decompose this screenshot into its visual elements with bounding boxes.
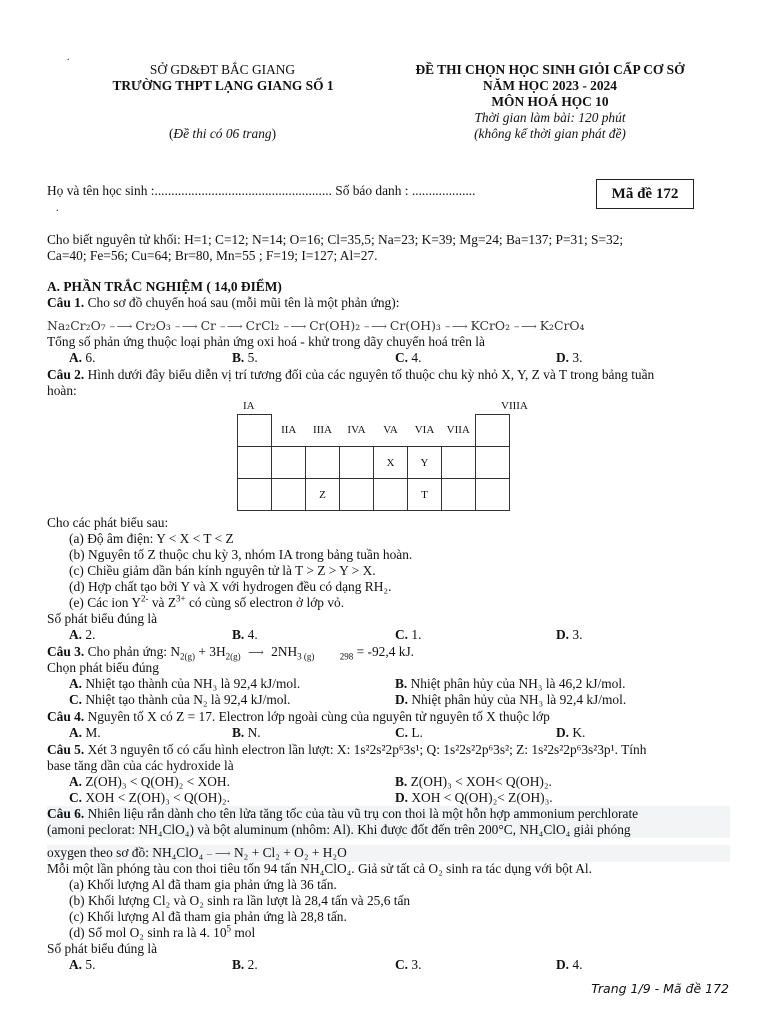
q6-option-a: A. 5.: [69, 957, 96, 972]
table-row: [238, 479, 510, 511]
table-cell: [306, 447, 340, 479]
chain-step: Cr₂O₃: [135, 318, 171, 333]
q2-option-d: D. 3.: [556, 627, 583, 642]
q3-option-a: A. Nhiệt tạo thành của NH₃ là 92,4 kJ/mol.: [69, 676, 301, 691]
arrow-icon: – ⟶: [283, 320, 306, 333]
group-label: VA: [374, 415, 408, 447]
school-name: TRƯỜNG THPT LẠNG GIANG SỐ 1: [112, 78, 334, 93]
table-cell: [442, 447, 476, 479]
table-cell: [340, 447, 374, 479]
q6-statement-c: (c) Khối lượng Al đã tham gia phản ứng là 28,8 tấn.: [69, 909, 347, 924]
chain-step: Cr(OH)₂: [309, 318, 361, 333]
table-cell: [272, 447, 306, 479]
atomic-masses-line-2: Ca=40; Fe=56; Cu=64; Br=80, Mn=55 ; F=19; I=127; Al=27.: [47, 248, 378, 263]
q3-question: Chọn phát biểu đúng: [47, 660, 159, 675]
q2-statement-c: (c) Chiều giảm dần bán kính nguyên tử là T > Z > Y > X.: [69, 563, 376, 578]
page-footer: Trang 1/9 - Mã đề 172: [591, 981, 729, 996]
q2-statement-a: (a) Độ âm điện: Y < X < T < Z: [69, 531, 234, 546]
chain-step: CrCl₂: [245, 318, 280, 333]
chain-step: Na₂Cr₂O₇: [47, 318, 106, 333]
q5-option-b: B. Z(OH)₃ < XOH< Q(OH)₂.: [395, 774, 552, 789]
chain-step: KCrO₂: [470, 318, 511, 333]
group-label: VIIA: [442, 415, 476, 447]
arrow-icon: – ⟶: [219, 320, 242, 333]
table-cell: T: [408, 479, 442, 511]
q6-stem-line-2: (amoni peclorat: NH₄ClO₄) và bột aluminum (nhôm: Al). Khi được đốt đến trên 200°C, NH₄ClO₄ giải phóng: [47, 822, 730, 838]
q4-option-b: B. N.: [232, 725, 261, 740]
q3-option-d: D. Nhiệt phân hủy của NH₃ là 92,4 kJ/mol.: [395, 692, 627, 707]
q2-intro: Cho các phát biểu sau:: [47, 515, 169, 530]
table-cell: [340, 479, 374, 511]
q1-chain: [47, 318, 585, 333]
q6-statement-b: (b) Khối lượng Cl₂ và O₂ sinh ra lần lượt là 28,4 tấn và 25,6 tấn: [69, 893, 411, 908]
department-name: SỞ GD&ĐT BẮC GIANG: [149, 62, 296, 77]
q2-option-c: C. 1.: [395, 627, 422, 642]
q6-option-b: B. 2.: [232, 957, 258, 972]
q2-stem-line-2: hoàn:: [47, 383, 77, 398]
group-label: IIIA: [306, 415, 340, 447]
q2-statement-b: (b) Nguyên tố Z thuộc chu kỳ 3, nhóm IA trong bảng tuần hoàn.: [69, 547, 413, 562]
q5-option-d: D. XOH < Q(OH)₂< Z(OH)₃.: [395, 790, 553, 805]
chain-step: Cr: [200, 318, 216, 333]
q1-option-b: B. 5.: [232, 350, 258, 365]
table-cell: [476, 479, 510, 511]
table-cell: [374, 479, 408, 511]
q2-stem-line-1: Câu 2. Hình dưới đây biểu diễn vị trí tương đối của các nguyên tố thuộc chu kỳ nhỏ X, Y, Z và T trong bảng tuần: [47, 367, 655, 382]
q2-statement-e: (e) Các ion $Y^{2-}$ và $Z^{3+}$ có cùng số electron ở lớp vỏ.: [69, 593, 345, 610]
chain-step: K₂CrO₄: [539, 318, 585, 333]
q6-statement-d: (d) Số mol O₂ sinh ra là 4. $10^5$ mol: [69, 923, 256, 940]
pages-note: (Đề thi có 06 trang): [168, 126, 277, 141]
exam-time: Thời gian làm bài: 120 phút: [474, 110, 626, 125]
q4-stem: Câu 4. Nguyên tố X có Z = 17. Electron lớp ngoài cùng của nguyên tử nguyên tố X thuộc lớp: [47, 709, 550, 724]
arrow-icon: – ⟶: [206, 848, 231, 860]
q6-stem-line-1: Câu 6. Nhiên liệu rắn dành cho tên lửa tăng tốc của tàu vũ trụ con thoi là một hỗn hợp ammonium perchlorate: [47, 806, 730, 822]
arrow-icon: – ⟶: [514, 320, 536, 333]
group-label: IIA: [272, 415, 306, 447]
q2-statement-d: (d) Hợp chất tạo bởi Y và X với hydrogen đều có dạng RH₂.: [69, 579, 392, 594]
q1-stem: Câu 1. Cho sơ đồ chuyển hoá sau (mỗi mũi tên là một phản ứng):: [47, 295, 400, 310]
table-row: [238, 447, 510, 479]
q1-option-d: D. 3.: [556, 350, 583, 365]
q6-question: Số phát biểu đúng là: [47, 941, 158, 956]
q6-option-c: C. 3.: [395, 957, 422, 972]
student-info-line: Họ và tên học sinh :..................................................... Số báo danh : ...................: [47, 183, 476, 198]
q4-option-c: C. L.: [395, 725, 423, 740]
q5-option-a: A. Z(OH)₃ < Q(OH)₂ < XOH.: [69, 774, 230, 789]
q2-question: Số phát biểu đúng là: [47, 611, 158, 626]
table-cell: [272, 479, 306, 511]
q5-stem-line-1: Câu 5. Xét 3 nguyên tố có cấu hình electron lần lượt: X: 1s²2s²2p⁶3s¹; Q: 1s²2s²2p⁶3s²; Z: 1s²2s²2p⁶3s²3p¹. Tính: [47, 742, 647, 757]
arrow-icon: – ⟶: [109, 320, 132, 333]
q4-option-d: D. K.: [556, 725, 586, 740]
arrow-icon: – ⟶: [364, 320, 386, 333]
stray-dot-2: .: [56, 203, 59, 214]
q5-option-c: C. XOH < Z(OH)₃ < Q(OH)₂.: [69, 790, 230, 805]
q6-stem-line-3: oxygen theo sơ đồ: NH₄ClO₄ – ⟶ N₂ + Cl₂ + O₂ + H₂O: [47, 845, 730, 862]
q3-option-b: B. Nhiệt phân hủy của NH₃ là 46,2 kJ/mol.: [395, 676, 626, 691]
q3-option-c: C. Nhiệt tạo thành của N₂ là 92,4 kJ/mol.: [69, 692, 291, 707]
q2-option-b: B. 4.: [232, 627, 258, 642]
q4-option-a: A. M.: [69, 725, 101, 740]
table-cell: Y: [408, 447, 442, 479]
table-cell: [442, 479, 476, 511]
q6-statement-a: (a) Khối lượng Al đã tham gia phản ứng là 36 tấn.: [69, 877, 337, 892]
school-year: NĂM HỌC 2023 - 2024: [483, 78, 617, 93]
table-cell: [476, 415, 510, 447]
q6-stem-line-4: Mỗi một lần phóng tàu con thoi tiêu tốn 94 tấn NH₄ClO₄. Giả sử tất cả O₂ sinh ra tác dụng với bột Al.: [47, 861, 592, 876]
table-cell: [238, 479, 272, 511]
q1-option-c: C. 4.: [395, 350, 422, 365]
arrow-icon: ⟶: [247, 647, 264, 659]
table-cell: Z: [306, 479, 340, 511]
group-label: VIA: [408, 415, 442, 447]
q5-stem-line-2: base tăng dần của các hydroxide là: [47, 758, 234, 773]
table-cell: [476, 447, 510, 479]
atomic-masses-line-1: Cho biết nguyên tử khối: H=1; C=12; N=14; O=16; Cl=35,5; Na=23; K=39; Mg=24; Ba=137; P=31; S=32;: [47, 232, 624, 247]
table-cell: [238, 415, 272, 447]
q1-option-a: A. 6.: [69, 350, 96, 365]
exam-time-note: (không kể thời gian phát đề): [474, 126, 626, 141]
periodic-table-fragment: [237, 414, 510, 511]
q3-stem: Câu 3. Cho phản ứng: $N_{2(g)} + 3H_{2(g)}$ ⟶ $2NH_{3 (g)}$ $_{298}$ = -92,4 kJ.: [47, 644, 415, 662]
exam-title: ĐỀ THI CHỌN HỌC SINH GIỎI CẤP CƠ SỞ: [415, 62, 685, 77]
arrow-icon: – ⟶: [174, 320, 197, 333]
group-label: IVA: [340, 415, 374, 447]
q2-option-a: A. 2.: [69, 627, 96, 642]
table-cell: [238, 447, 272, 479]
exam-code-box: Mã đề 172: [596, 179, 694, 209]
q1-question: Tổng số phản ứng thuộc loại phản ứng oxi hoá - khử trong dãy chuyển hoá trên là: [47, 334, 485, 349]
chain-step: Cr(OH)₃: [389, 318, 441, 333]
table-cell: X: [374, 447, 408, 479]
table-row: [238, 415, 510, 447]
periodic-group-viiia: VIIIA: [501, 400, 528, 412]
periodic-group-ia: IA: [243, 400, 255, 412]
subject: MÔN HOÁ HỌC 10: [491, 94, 609, 109]
arrow-icon: – ⟶: [444, 320, 467, 333]
section-a-heading: A. PHẦN TRẮC NGHIỆM ( 14,0 ĐIỂM): [47, 279, 282, 294]
q6-option-d: D. 4.: [556, 957, 583, 972]
stray-dot: .: [67, 52, 70, 63]
